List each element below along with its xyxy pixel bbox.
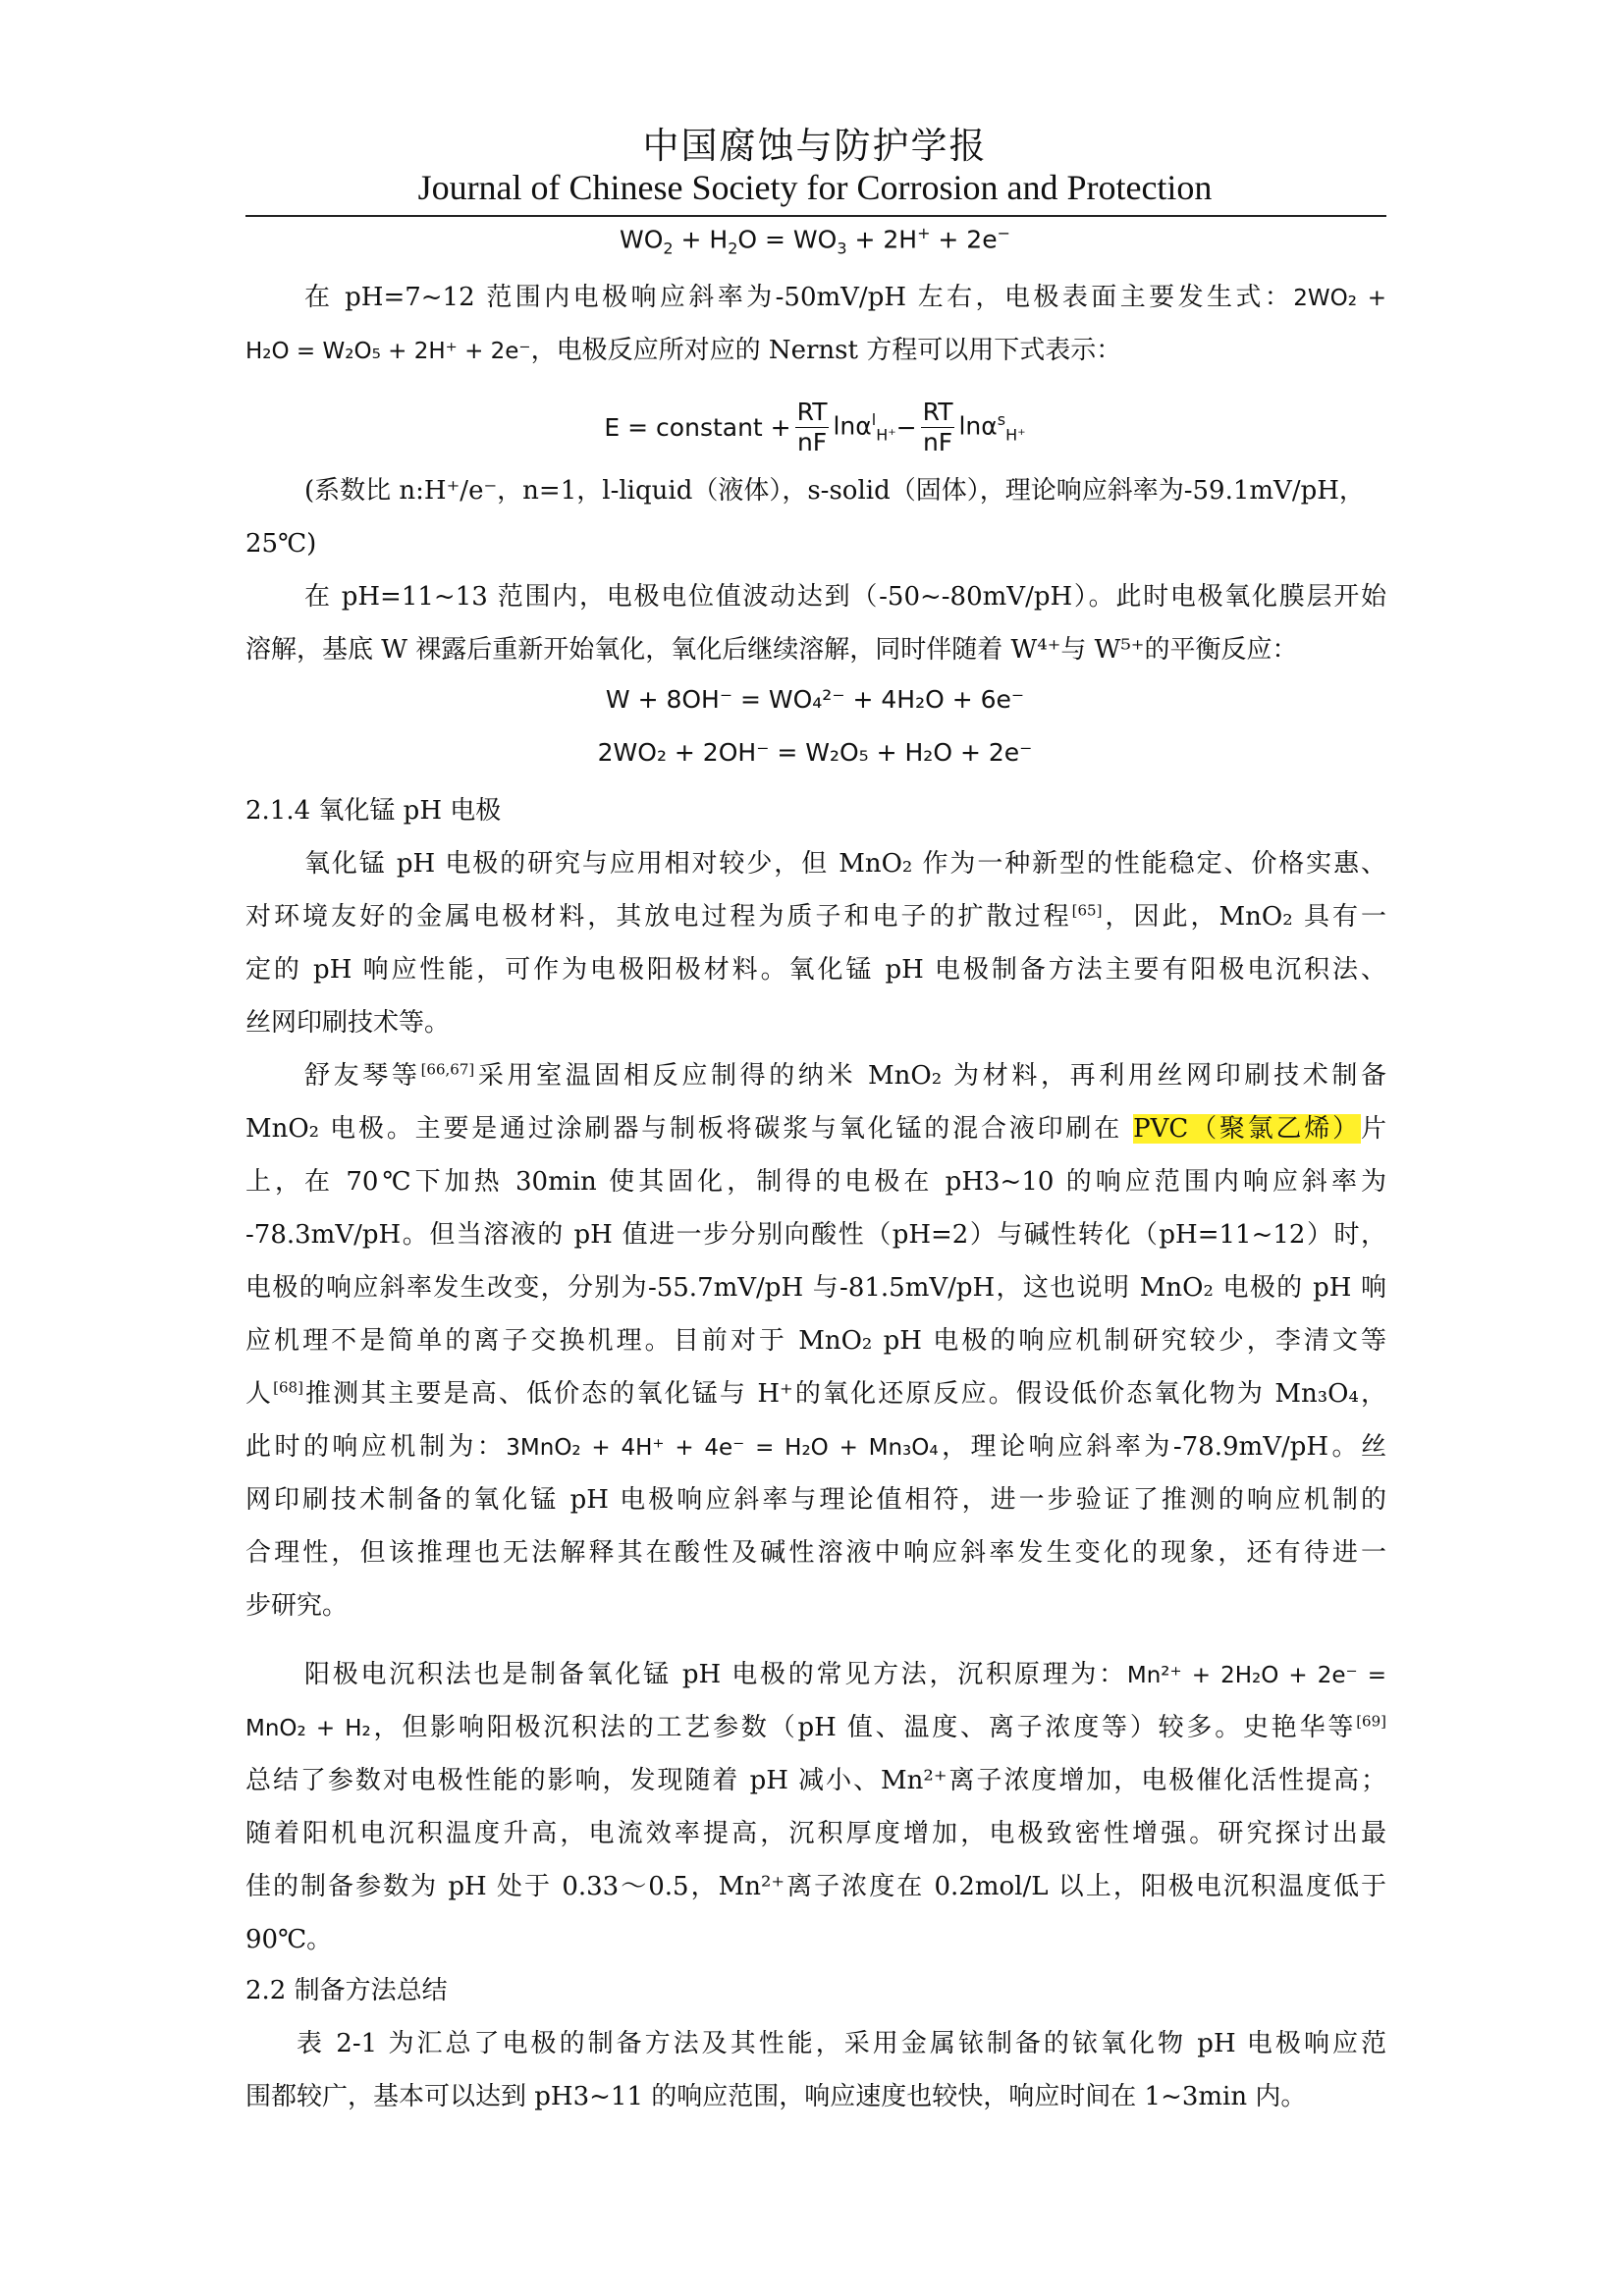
section-heading-2-2: 2.2 制备方法总结 [245, 1976, 448, 2005]
citation-ref: [68] [273, 1378, 303, 1397]
paragraph-line: 舒友琴等[66,67]采用室温固相反应制得的纳米 MnO₂ 为材料，再利用丝网印刷技术制备 [304, 1060, 1386, 1091]
header-rule [245, 215, 1386, 217]
paragraph-line: 应机理不是简单的离子交换机理。目前对于 MnO₂ pH 电极的响应机制研究较少，李清文等 [245, 1326, 1386, 1356]
equation-w-dissolution: W + 8OH⁻ = WO₄²⁻ + 4H₂O + 6e⁻ [605, 685, 1025, 714]
paragraph-line: 步研究。 [245, 1591, 349, 1621]
paragraph-line: 总结了参数对电极性能的影响，发现随着 pH 减小、Mn²⁺离子浓度增加，电极催化活性提高； [245, 1766, 1386, 1795]
paragraph-line: MnO₂ + H₂，但影响阳极沉积法的工艺参数（pH 值、温度、离子浓度等）较多。史艳华等[69] [245, 1712, 1386, 1742]
paragraph-line: 电极的响应斜率发生改变，分别为-55.7mV/pH 与-81.5mV/pH，这也说明 MnO₂ 电极的 pH 响 [245, 1273, 1386, 1303]
paragraph-line: 对环境友好的金属电极材料，其放电过程为质子和电子的扩散过程[65]，因此，MnO₂ 具有一 [245, 901, 1386, 932]
paragraph-line: 在 pH=7~12 范围内电极响应斜率为-50mV/pH 左右，电极表面主要发生式：2WO₂ + [304, 283, 1386, 312]
paragraph-line: 人[68]推测其主要是高、低价态的氧化锰与 H⁺的氧化还原反应。假设低价态氧化物为 Mn₃O₄， [245, 1378, 1386, 1409]
citation-ref: [69] [1356, 1712, 1386, 1731]
paragraph-line: 溶解，基底 W 裸露后重新开始氧化，氧化后继续溶解，同时伴随着 W⁴⁺与 W⁵⁺的平衡反应： [245, 635, 1298, 665]
journal-title-en: Journal of Chinese Society for Corrosion and Protection [417, 168, 1213, 207]
equation-wo2-oxidation: $WO_2 + H_2O = WO_3 + 2H^+ + 2e^-$ [619, 224, 1011, 258]
paragraph-line: H₂O = W₂O₅ + 2H⁺ + 2e⁻，电极反应所对应的 Nernst 方程可以用下式表示： [245, 336, 1122, 365]
paragraph-line: 此时的响应机制为：3MnO₂ + 4H⁺ + 4e⁻ = H₂O + Mn₃O₄，理论响应斜率为-78.9mV/pH。丝 [245, 1432, 1386, 1462]
paragraph-line: 在 pH=11~13 范围内，电极电位值波动达到（-50~-80mV/pH）。此时电极氧化膜层开始 [304, 582, 1386, 612]
paragraph-line: 随着阳机电沉积温度升高，电流效率提高，沉积厚度增加，电极致密性增强。研究探讨出最 [245, 1819, 1386, 1848]
paragraph-line: 网印刷技术制备的氧化锰 pH 电极响应斜率与理论值相符，进一步验证了推测的响应机制的 [245, 1485, 1386, 1515]
paragraph-line: 表 2-1 为汇总了电极的制备方法及其性能，采用金属铱制备的铱氧化物 pH 电极响应范 [297, 2029, 1386, 2058]
paragraph-line: -78.3mV/pH。但当溶液的 pH 值进一步分别向酸性（pH=2）与碱性转化（pH=11~12）时， [245, 1220, 1386, 1250]
paragraph-line: 佳的制备参数为 pH 处于 0.33～0.5，Mn²⁺离子浓度在 0.2mol/L 以上，阳极电沉积温度低于 [245, 1872, 1386, 1901]
paragraph-line: 阳极电沉积法也是制备氧化锰 pH 电极的常见方法，沉积原理为：Mn²⁺ + 2H₂O + 2e⁻ = [304, 1660, 1386, 1689]
journal-title-cn: 中国腐蚀与防护学报 [642, 125, 988, 167]
equation-nernst: E = constant + $\frac{RT}{nF}$ lnα$^l_{H^+}$− $\frac{RT}{nF}$ lnα$^s_{H^+}$ [604, 398, 1026, 457]
paragraph-line: (系数比 n:H⁺/e⁻，n=1，l-liquid（液体），s-solid（固体），理论响应斜率为-59.1mV/pH， [304, 476, 1365, 506]
highlighted-text: PVC（聚氯乙烯） [1133, 1114, 1361, 1144]
paragraph-line: 围都较广，基本可以达到 pH3~11 的响应范围，响应速度也较快，响应时间在 1~3min 内。 [245, 2082, 1307, 2111]
paragraph-line: 丝网印刷技术等。 [245, 1008, 451, 1038]
citation-ref: [65] [1071, 901, 1103, 920]
paragraph-line: MnO₂ 电极。主要是通过涂刷器与制板将碳浆与氧化锰的混合液印刷在 PVC（聚氯乙烯）片 [245, 1114, 1386, 1144]
paragraph-line: 25℃) [245, 529, 317, 559]
paragraph-line: 上，在 70℃下加热 30min 使其固化，制得的电极在 pH3~10 的响应范围内响应斜率为 [245, 1167, 1386, 1197]
paragraph-line: 定的 pH 响应性能，可作为电极阳极材料。氧化锰 pH 电极制备方法主要有阳极电沉积法、 [245, 955, 1386, 985]
paragraph-line: 氧化锰 pH 电极的研究与应用相对较少，但 MnO₂ 作为一种新型的性能稳定、价格实惠、 [304, 849, 1386, 879]
equation-w2o5: 2WO₂ + 2OH⁻ = W₂O₅ + H₂O + 2e⁻ [597, 738, 1033, 767]
paragraph-line: 合理性，但该推理也无法解释其在酸性及碱性溶液中响应斜率发生变化的现象，还有待进一 [245, 1538, 1386, 1568]
section-heading-2-1-4: 2.1.4 氧化锰 pH 电极 [245, 796, 502, 826]
paragraph-line: 90℃。 [245, 1925, 333, 1954]
citation-ref: [66,67] [420, 1060, 475, 1079]
